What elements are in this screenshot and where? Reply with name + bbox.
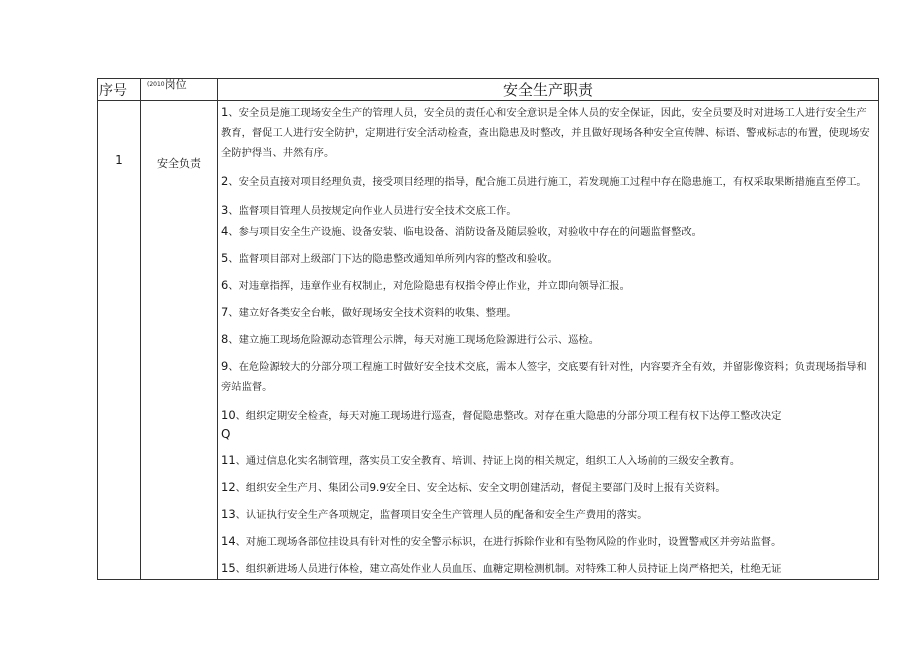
duty-table — [97, 78, 879, 580]
header-role-small: (2010 — [147, 81, 165, 88]
duty-item: 5、监督项目部对上级部门下达的隐患整改通知单所列内容的整改和验收。 — [221, 251, 558, 265]
duty-item: 8、建立施工现场危险源动态管理公示牌，每天对施工现场危险源进行公示、巡检。 — [221, 332, 600, 346]
duty-item: 10、组织定期安全检查，每天对施工现场进行巡查，督促隐患整改。对存在重大隐患的分部分项工程有权下达停工整改决定 — [221, 408, 782, 422]
duty-item: 4、参与项目安全生产设施、设备安装、临电设备、消防设备及随层验收，对验收中存在的问题监督整改。 — [221, 224, 702, 238]
duty-item: 9、在危险源较大的分部分项工程施工时做好安全技术交底，需本人签字，交底要有针对性，内容要齐全有效，并留影像资料；负责现场指导和旁站监督。 — [221, 359, 867, 393]
duty-item: 2、安全员直接对项目经理负责，接受项目经理的指导，配合施工员进行施工，若发现施工过程中存在隐患施工，有权采取果断措施直至停工。 — [221, 174, 867, 188]
duty-item: 1、安全员是施工现场安全生产的管理人员，安全员的责任心和安全意识是全体人员的安全保证，因此，安全员要及时对进场工人进行安全生产教育，督促工人进行安全防护，定期进行安全活动检查，查出隐患及时整改，并且做好现场各种安全宣传牌、标语、警戒标志的布置，使现场安全防护得当、井然有序。 — [221, 105, 870, 159]
duty-item: 3、监督项目管理人员按规定向作业人员进行安全技术交底工作。 — [221, 203, 517, 217]
duty-item: 12、组织安全生产月、集团公司9.9安全日、安全达标、安全文明创建活动，督促主要部门及时上报有关资料。 — [221, 480, 726, 494]
row-role: 安全负责 — [141, 101, 218, 580]
header-role — [141, 79, 218, 101]
header-no: 序号 — [98, 79, 141, 101]
table-header-row — [98, 79, 879, 101]
duty-item: 13、认证执行安全生产各项规定，监督项目安全生产管理人员的配备和安全生产费用的落实。 — [221, 507, 648, 521]
duty-item: 14、对施工现场各部位挂设具有针对性的安全警示标识，在进行拆除作业和有坠物风险的作业时，设置警戒区并旁站监督。 — [221, 534, 782, 548]
duty-item: 11、通过信息化实名制管理，落实员工安全教育、培训、持证上岗的相关规定，组织工人入场前的三级安全教育。 — [221, 453, 741, 467]
duty-item: 15、组织新进场人员进行体检，建立高处作业人员血压、血糖定期检测机制。对特殊工种人员持证上岗严格把关，杜绝无证 — [221, 561, 782, 575]
duty-item: 6、对违章指挥，违章作业有权制止，对危险隐患有权指令停止作业，并立即向领导汇报。 — [221, 278, 630, 292]
row-number: 1 — [98, 101, 141, 580]
duty-item-continuation: Q — [221, 427, 231, 441]
header-duty: 安全生产职责 — [218, 79, 879, 101]
duty-list — [218, 101, 879, 580]
duty-item: 7、建立好各类安全台帐，做好现场安全技术资料的收集、整理。 — [221, 305, 517, 319]
header-role-label: 岗位 — [164, 78, 187, 91]
table-row — [98, 101, 879, 580]
